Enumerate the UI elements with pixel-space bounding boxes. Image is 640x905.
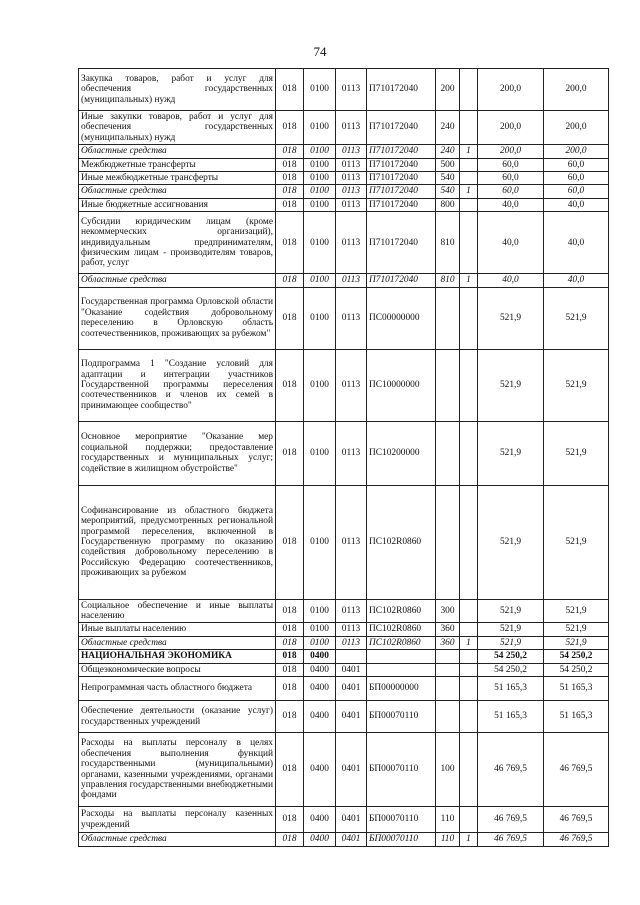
cell-target-article: БП00070110 bbox=[367, 807, 436, 833]
cell-name: Иные выплаты населению bbox=[79, 623, 276, 636]
cell-fund-source: 1 bbox=[460, 274, 478, 287]
cell-amount-2: 521,9 bbox=[544, 349, 609, 421]
cell-target-article: БП00070110 bbox=[367, 833, 436, 846]
cell-target-article bbox=[367, 650, 436, 663]
cell-expense-type bbox=[436, 650, 460, 663]
cell-ministry-code: 018 bbox=[276, 636, 304, 649]
cell-amount-2: 60,0 bbox=[544, 172, 609, 185]
cell-amount-1: 521,9 bbox=[478, 485, 544, 599]
cell-section-code: 0100 bbox=[304, 111, 336, 145]
cell-subsection-code: 0401 bbox=[336, 733, 367, 807]
cell-expense-type: 300 bbox=[436, 599, 460, 623]
cell-name: Областные средства bbox=[79, 636, 276, 649]
cell-name: Обеспечение деятельности (оказание услуг) государственных учреждений bbox=[79, 701, 276, 733]
cell-section-code: 0100 bbox=[304, 69, 336, 111]
cell-amount-1: 60,0 bbox=[478, 158, 544, 171]
cell-ministry-code: 018 bbox=[276, 349, 304, 421]
cell-section-code: 0100 bbox=[304, 623, 336, 636]
cell-name: Социальное обеспечение и иные выплаты населению bbox=[79, 599, 276, 623]
cell-name: Областные средства bbox=[79, 185, 276, 198]
cell-section-code: 0400 bbox=[304, 833, 336, 846]
cell-target-article: П710172040 bbox=[367, 212, 436, 274]
cell-ministry-code: 018 bbox=[276, 274, 304, 287]
cell-amount-2: 46 769,5 bbox=[544, 807, 609, 833]
cell-name: Иные закупки товаров, работ и услуг для обеспечения государственных (муниципальных) нужд bbox=[79, 111, 276, 145]
cell-section-code: 0100 bbox=[304, 145, 336, 158]
cell-subsection-code: 0113 bbox=[336, 111, 367, 145]
cell-ministry-code: 018 bbox=[276, 69, 304, 111]
cell-amount-2: 40,0 bbox=[544, 274, 609, 287]
cell-amount-1: 40,0 bbox=[478, 274, 544, 287]
cell-target-article: БП00070110 bbox=[367, 733, 436, 807]
cell-target-article: П710172040 bbox=[367, 158, 436, 171]
cell-amount-2: 521,9 bbox=[544, 485, 609, 599]
cell-subsection-code: 0113 bbox=[336, 287, 367, 349]
cell-target-article: БП00000000 bbox=[367, 677, 436, 701]
cell-amount-1: 46 769,5 bbox=[478, 733, 544, 807]
cell-ministry-code: 018 bbox=[276, 287, 304, 349]
cell-target-article: БП00070110 bbox=[367, 701, 436, 733]
table-row bbox=[79, 111, 609, 145]
table-row bbox=[79, 650, 609, 663]
cell-section-code: 0100 bbox=[304, 636, 336, 649]
cell-amount-2: 51 165,3 bbox=[544, 701, 609, 733]
table-row bbox=[79, 158, 609, 171]
cell-expense-type: 360 bbox=[436, 636, 460, 649]
cell-expense-type: 540 bbox=[436, 172, 460, 185]
cell-section-code: 0100 bbox=[304, 212, 336, 274]
cell-expense-type: 500 bbox=[436, 158, 460, 171]
cell-expense-type bbox=[436, 663, 460, 676]
cell-name: Непрограммная часть областного бюджета bbox=[79, 677, 276, 701]
cell-section-code: 0100 bbox=[304, 421, 336, 485]
cell-name: НАЦИОНАЛЬНАЯ ЭКОНОМИКА bbox=[79, 650, 276, 663]
cell-ministry-code: 018 bbox=[276, 623, 304, 636]
table-row bbox=[79, 274, 609, 287]
cell-amount-1: 521,9 bbox=[478, 421, 544, 485]
cell-amount-1: 521,9 bbox=[478, 636, 544, 649]
table-row bbox=[79, 833, 609, 846]
cell-name: Общеэкономические вопросы bbox=[79, 663, 276, 676]
cell-section-code: 0100 bbox=[304, 349, 336, 421]
cell-amount-2: 521,9 bbox=[544, 623, 609, 636]
cell-fund-source bbox=[460, 807, 478, 833]
cell-amount-1: 200,0 bbox=[478, 145, 544, 158]
cell-amount-2: 521,9 bbox=[544, 636, 609, 649]
cell-amount-2: 46 769,5 bbox=[544, 733, 609, 807]
cell-target-article: ПС102R0860 bbox=[367, 599, 436, 623]
cell-target-article: П710172040 bbox=[367, 69, 436, 111]
cell-amount-2: 51 165,3 bbox=[544, 677, 609, 701]
cell-amount-2: 60,0 bbox=[544, 185, 609, 198]
cell-fund-source: 1 bbox=[460, 636, 478, 649]
cell-amount-1: 54 250,2 bbox=[478, 650, 544, 663]
cell-amount-1: 521,9 bbox=[478, 599, 544, 623]
cell-section-code: 0400 bbox=[304, 677, 336, 701]
cell-ministry-code: 018 bbox=[276, 185, 304, 198]
table-row bbox=[79, 733, 609, 807]
cell-subsection-code bbox=[336, 650, 367, 663]
cell-section-code: 0100 bbox=[304, 485, 336, 599]
cell-name: Межбюджетные трансферты bbox=[79, 158, 276, 171]
cell-section-code: 0100 bbox=[304, 198, 336, 211]
cell-amount-1: 46 769,5 bbox=[478, 807, 544, 833]
cell-target-article: П710172040 bbox=[367, 111, 436, 145]
cell-subsection-code: 0113 bbox=[336, 623, 367, 636]
cell-amount-2: 40,0 bbox=[544, 198, 609, 211]
table-body bbox=[79, 69, 609, 847]
cell-ministry-code: 018 bbox=[276, 650, 304, 663]
cell-amount-2: 200,0 bbox=[544, 111, 609, 145]
cell-amount-1: 40,0 bbox=[478, 212, 544, 274]
cell-section-code: 0100 bbox=[304, 599, 336, 623]
cell-expense-type: 100 bbox=[436, 733, 460, 807]
cell-amount-2: 46 769,5 bbox=[544, 833, 609, 846]
cell-target-article: ПС102R0860 bbox=[367, 623, 436, 636]
table-row bbox=[79, 807, 609, 833]
cell-fund-source: 1 bbox=[460, 185, 478, 198]
cell-amount-1: 200,0 bbox=[478, 111, 544, 145]
cell-target-article: П710172040 bbox=[367, 145, 436, 158]
cell-name: Софинансирование из областного бюджета мероприятий, предусмотренных региональной программой переселения, включенной в Государственную программу по оказанию содействия добровольному переселению в Российскую Федерацию соотечественников, проживающих за рубежом bbox=[79, 485, 276, 599]
cell-fund-source: 1 bbox=[460, 145, 478, 158]
cell-name: Расходы на выплаты персоналу в целях обеспечения выполнения функций государственными (муниципальными) органами, казенными учреждениями, органами управления государственными внебюджетными фондами bbox=[79, 733, 276, 807]
cell-section-code: 0400 bbox=[304, 807, 336, 833]
cell-amount-1: 51 165,3 bbox=[478, 677, 544, 701]
cell-section-code: 0400 bbox=[304, 663, 336, 676]
cell-amount-1: 200,0 bbox=[478, 69, 544, 111]
cell-amount-2: 521,9 bbox=[544, 599, 609, 623]
cell-name: Областные средства bbox=[79, 274, 276, 287]
cell-section-code: 0100 bbox=[304, 287, 336, 349]
cell-expense-type: 810 bbox=[436, 274, 460, 287]
cell-fund-source: 1 bbox=[460, 833, 478, 846]
cell-name: Субсидии юридическим лицам (кроме некоммерческих организаций), индивидуальным предпринимателям, физическим лицам - производителям товаров, работ, услуг bbox=[79, 212, 276, 274]
cell-fund-source bbox=[460, 421, 478, 485]
cell-amount-1: 60,0 bbox=[478, 185, 544, 198]
table-row bbox=[79, 185, 609, 198]
cell-ministry-code: 018 bbox=[276, 421, 304, 485]
cell-fund-source bbox=[460, 111, 478, 145]
cell-expense-type: 540 bbox=[436, 185, 460, 198]
cell-expense-type: 800 bbox=[436, 198, 460, 211]
cell-fund-source bbox=[460, 158, 478, 171]
cell-expense-type: 810 bbox=[436, 212, 460, 274]
cell-subsection-code: 0401 bbox=[336, 701, 367, 733]
cell-expense-type bbox=[436, 701, 460, 733]
cell-target-article: П710172040 bbox=[367, 185, 436, 198]
cell-ministry-code: 018 bbox=[276, 111, 304, 145]
cell-subsection-code: 0113 bbox=[336, 636, 367, 649]
cell-ministry-code: 018 bbox=[276, 833, 304, 846]
cell-expense-type: 360 bbox=[436, 623, 460, 636]
cell-expense-type: 240 bbox=[436, 145, 460, 158]
cell-target-article: П710172040 bbox=[367, 274, 436, 287]
cell-subsection-code: 0113 bbox=[336, 69, 367, 111]
table-row bbox=[79, 69, 609, 111]
cell-fund-source bbox=[460, 733, 478, 807]
cell-subsection-code: 0113 bbox=[336, 212, 367, 274]
cell-expense-type: 110 bbox=[436, 807, 460, 833]
cell-fund-source bbox=[460, 172, 478, 185]
cell-section-code: 0400 bbox=[304, 733, 336, 807]
cell-section-code: 0400 bbox=[304, 650, 336, 663]
cell-expense-type bbox=[436, 349, 460, 421]
cell-expense-type bbox=[436, 287, 460, 349]
cell-amount-2: 200,0 bbox=[544, 145, 609, 158]
table-row bbox=[79, 677, 609, 701]
cell-ministry-code: 018 bbox=[276, 599, 304, 623]
cell-ministry-code: 018 bbox=[276, 677, 304, 701]
cell-ministry-code: 018 bbox=[276, 212, 304, 274]
cell-subsection-code: 0113 bbox=[336, 421, 367, 485]
cell-amount-1: 60,0 bbox=[478, 172, 544, 185]
cell-ministry-code: 018 bbox=[276, 158, 304, 171]
cell-target-article: ПС10000000 bbox=[367, 349, 436, 421]
cell-ministry-code: 018 bbox=[276, 145, 304, 158]
cell-ministry-code: 018 bbox=[276, 663, 304, 676]
table-row bbox=[79, 663, 609, 676]
table-row bbox=[79, 421, 609, 485]
cell-fund-source bbox=[460, 212, 478, 274]
cell-fund-source bbox=[460, 650, 478, 663]
cell-subsection-code: 0113 bbox=[336, 198, 367, 211]
cell-subsection-code: 0113 bbox=[336, 599, 367, 623]
cell-ministry-code: 018 bbox=[276, 701, 304, 733]
cell-name: Закупка товаров, работ и услуг для обеспечения государственных (муниципальных) нужд bbox=[79, 69, 276, 111]
cell-subsection-code: 0113 bbox=[336, 274, 367, 287]
cell-amount-1: 54 250,2 bbox=[478, 663, 544, 676]
cell-amount-1: 46 769,5 bbox=[478, 833, 544, 846]
cell-fund-source bbox=[460, 623, 478, 636]
cell-name: Расходы на выплаты персоналу казенных учреждений bbox=[79, 807, 276, 833]
cell-amount-1: 51 165,3 bbox=[478, 701, 544, 733]
table-row bbox=[79, 172, 609, 185]
cell-section-code: 0100 bbox=[304, 274, 336, 287]
cell-ministry-code: 018 bbox=[276, 485, 304, 599]
cell-name: Основное мероприятие "Оказание мер социальной поддержки; предоставление государственных и муниципальных услуг; содействие в жилищном обустройстве" bbox=[79, 421, 276, 485]
table-row bbox=[79, 701, 609, 733]
cell-expense-type: 110 bbox=[436, 833, 460, 846]
cell-target-article: ПС102R0860 bbox=[367, 485, 436, 599]
cell-section-code: 0100 bbox=[304, 172, 336, 185]
table-row bbox=[79, 287, 609, 349]
cell-amount-2: 54 250,2 bbox=[544, 663, 609, 676]
cell-fund-source bbox=[460, 198, 478, 211]
cell-fund-source bbox=[460, 701, 478, 733]
cell-subsection-code: 0113 bbox=[336, 349, 367, 421]
cell-fund-source bbox=[460, 485, 478, 599]
cell-name: Иные бюджетные ассигнования bbox=[79, 198, 276, 211]
cell-fund-source bbox=[460, 349, 478, 421]
cell-fund-source bbox=[460, 599, 478, 623]
cell-amount-2: 200,0 bbox=[544, 69, 609, 111]
cell-amount-2: 521,9 bbox=[544, 421, 609, 485]
table-row bbox=[79, 599, 609, 623]
cell-subsection-code: 0113 bbox=[336, 172, 367, 185]
cell-fund-source bbox=[460, 69, 478, 111]
cell-amount-1: 521,9 bbox=[478, 349, 544, 421]
cell-subsection-code: 0401 bbox=[336, 677, 367, 701]
cell-expense-type bbox=[436, 677, 460, 701]
cell-amount-2: 60,0 bbox=[544, 158, 609, 171]
table-row bbox=[79, 485, 609, 599]
cell-subsection-code: 0113 bbox=[336, 158, 367, 171]
cell-ministry-code: 018 bbox=[276, 807, 304, 833]
cell-amount-2: 54 250,2 bbox=[544, 650, 609, 663]
cell-section-code: 0100 bbox=[304, 185, 336, 198]
page-number: 74 bbox=[313, 44, 327, 59]
cell-name: Областные средства bbox=[79, 833, 276, 846]
cell-amount-2: 40,0 bbox=[544, 212, 609, 274]
table-row bbox=[79, 623, 609, 636]
cell-ministry-code: 018 bbox=[276, 733, 304, 807]
table-row bbox=[79, 212, 609, 274]
table-row bbox=[79, 198, 609, 211]
cell-amount-1: 521,9 bbox=[478, 623, 544, 636]
cell-subsection-code: 0113 bbox=[336, 185, 367, 198]
cell-target-article bbox=[367, 663, 436, 676]
table-row bbox=[79, 636, 609, 649]
cell-target-article: ПС00000000 bbox=[367, 287, 436, 349]
table-row bbox=[79, 349, 609, 421]
cell-expense-type: 240 bbox=[436, 111, 460, 145]
cell-amount-1: 40,0 bbox=[478, 198, 544, 211]
cell-section-code: 0400 bbox=[304, 701, 336, 733]
cell-target-article: ПС10200000 bbox=[367, 421, 436, 485]
cell-name: Областные средства bbox=[79, 145, 276, 158]
cell-ministry-code: 018 bbox=[276, 198, 304, 211]
cell-target-article: ПС102R0860 bbox=[367, 636, 436, 649]
cell-fund-source bbox=[460, 287, 478, 349]
cell-fund-source bbox=[460, 677, 478, 701]
table-row bbox=[79, 145, 609, 158]
cell-ministry-code: 018 bbox=[276, 172, 304, 185]
budget-table bbox=[78, 68, 609, 847]
cell-name: Иные межбюджетные трансферты bbox=[79, 172, 276, 185]
cell-amount-1: 521,9 bbox=[478, 287, 544, 349]
cell-subsection-code: 0113 bbox=[336, 485, 367, 599]
cell-target-article: П710172040 bbox=[367, 172, 436, 185]
cell-expense-type bbox=[436, 485, 460, 599]
cell-subsection-code: 0401 bbox=[336, 807, 367, 833]
cell-expense-type: 200 bbox=[436, 69, 460, 111]
cell-amount-2: 521,9 bbox=[544, 287, 609, 349]
cell-subsection-code: 0401 bbox=[336, 663, 367, 676]
cell-expense-type bbox=[436, 421, 460, 485]
cell-name: Государственная программа Орловской области "Оказание содействия добровольному переселению в Орловскую область соотечественников, проживающих за рубежом" bbox=[79, 287, 276, 349]
cell-name: Подпрограмма 1 "Создание условий для адаптации и интеграции участников Государственной программы переселения соотечественников и членов их семей в принимающее сообщество" bbox=[79, 349, 276, 421]
cell-fund-source bbox=[460, 663, 478, 676]
cell-subsection-code: 0113 bbox=[336, 145, 367, 158]
cell-subsection-code: 0401 bbox=[336, 833, 367, 846]
cell-section-code: 0100 bbox=[304, 158, 336, 171]
cell-target-article: П710172040 bbox=[367, 198, 436, 211]
